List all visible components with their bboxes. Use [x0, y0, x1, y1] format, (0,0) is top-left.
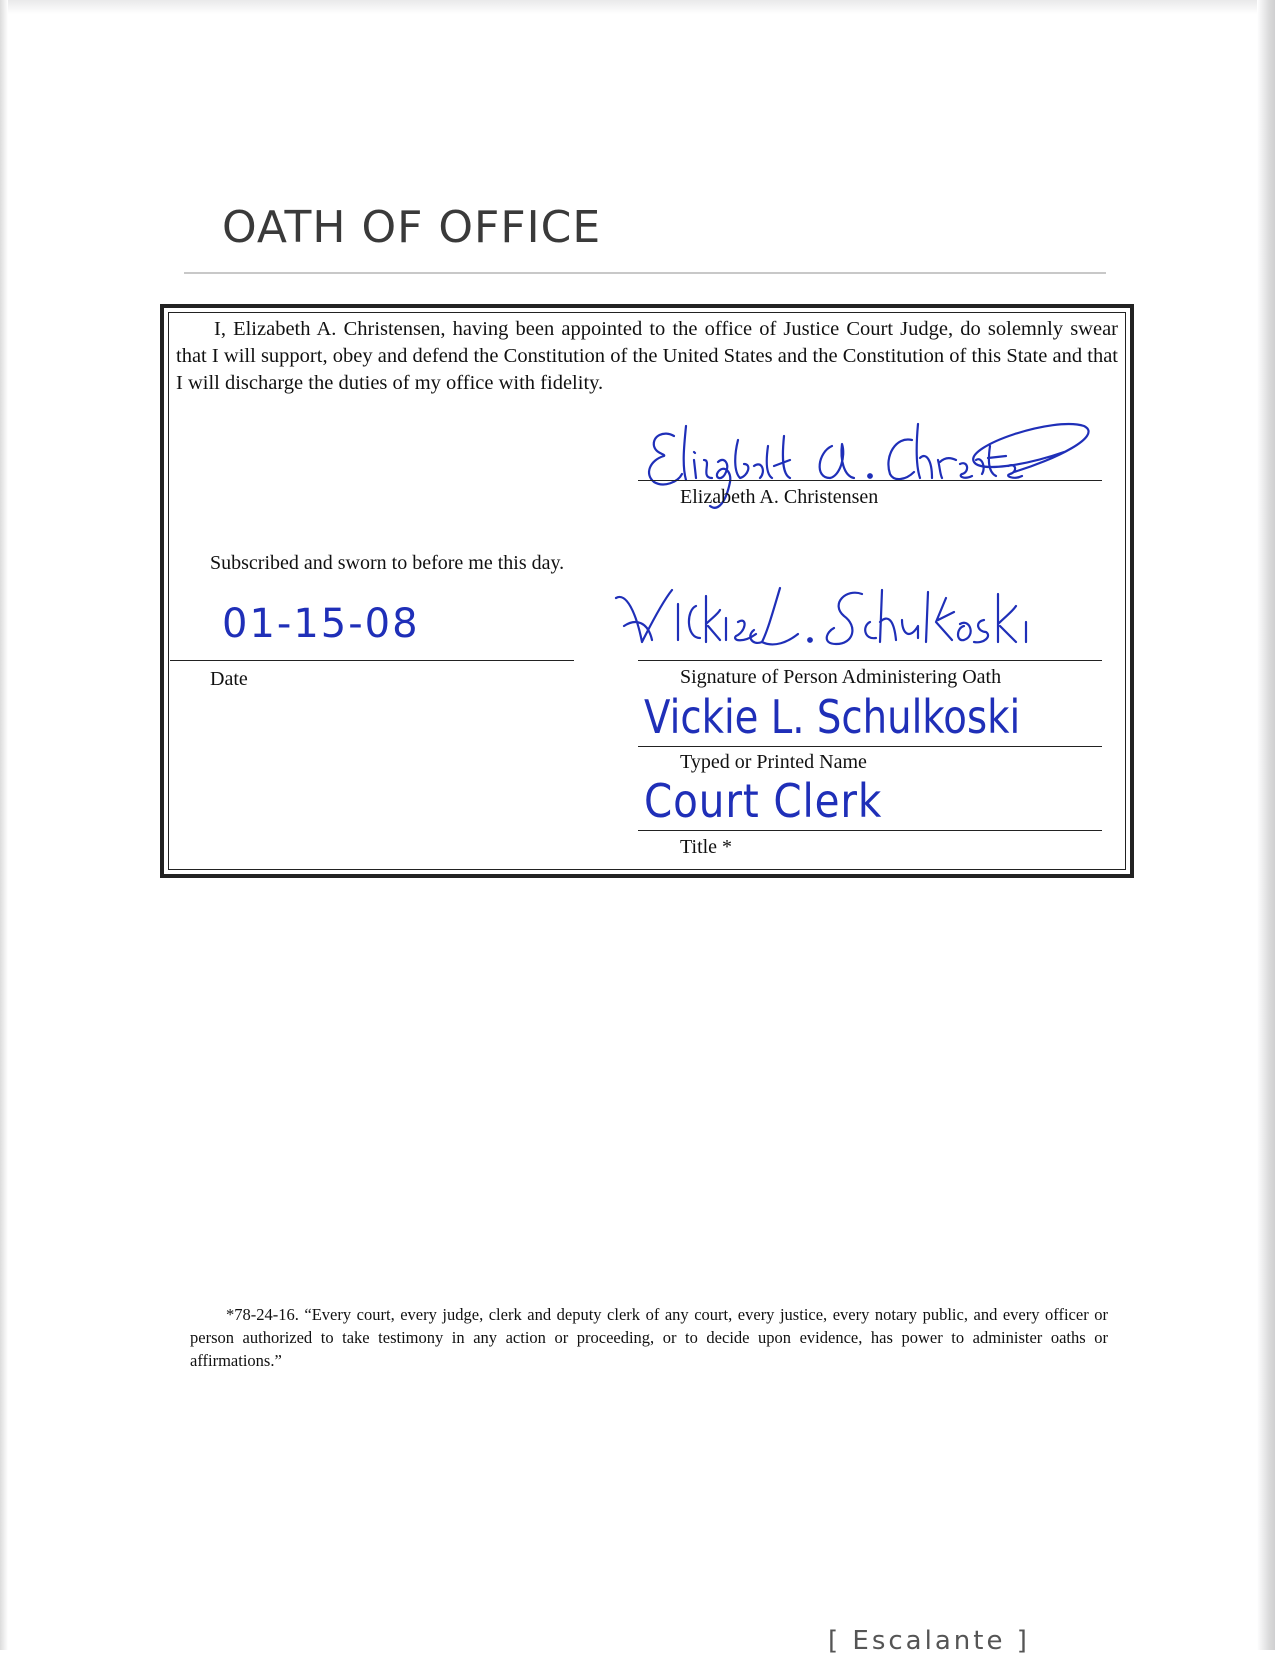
administrator-signature — [612, 582, 1072, 672]
printed-name-label: Typed or Printed Name — [680, 751, 867, 773]
scan-edge-right — [1257, 0, 1275, 1650]
printed-name-line — [638, 746, 1102, 747]
title-rule — [184, 272, 1106, 274]
officer-signature-text — [165, 309, 166, 310]
officer-name-caption: Elizabeth A. Christensen — [680, 486, 879, 508]
officer-signature-line — [638, 480, 1102, 481]
scan-edge-top — [0, 0, 1275, 14]
oath-statement: I, Elizabeth A. Christensen, having been appointed to the office of Justice Court Judge, do solemnly swear that I will support, obey and defend the Constitution of the United States and the Constitution of this State and that I will discharge the duties of my office with fidelity. — [176, 318, 1118, 394]
scan-edge-left — [0, 0, 8, 1650]
title-line — [638, 830, 1102, 831]
printed-name-value: Vickie L. Schulkoski — [644, 690, 1021, 744]
statute-footnote: *78-24-16. “Every court, every judge, clerk and deputy clerk of any court, every justice, every notary public, and every officer or person authorized to take testimony in any action or proceeding, or to decide upon evidence, has power to administer oaths or affirmations.” — [190, 1305, 1108, 1370]
title-value: Court Clerk — [644, 774, 883, 828]
date-value: 01-15-08 — [222, 601, 420, 647]
margin-note: [ Escalante ] — [828, 1626, 1030, 1656]
page-title: OATH OF OFFICE — [222, 202, 602, 253]
oath-box — [160, 304, 1134, 878]
administrator-signature-line — [638, 660, 1102, 661]
title-label: Title * — [680, 836, 733, 858]
sworn-statement: Subscribed and sworn to before me this day. — [210, 552, 565, 574]
date-label: Date — [210, 668, 248, 690]
administrator-signature-text — [165, 309, 166, 310]
administrator-signature-label: Signature of Person Administering Oath — [680, 666, 1002, 688]
date-line — [170, 660, 574, 661]
